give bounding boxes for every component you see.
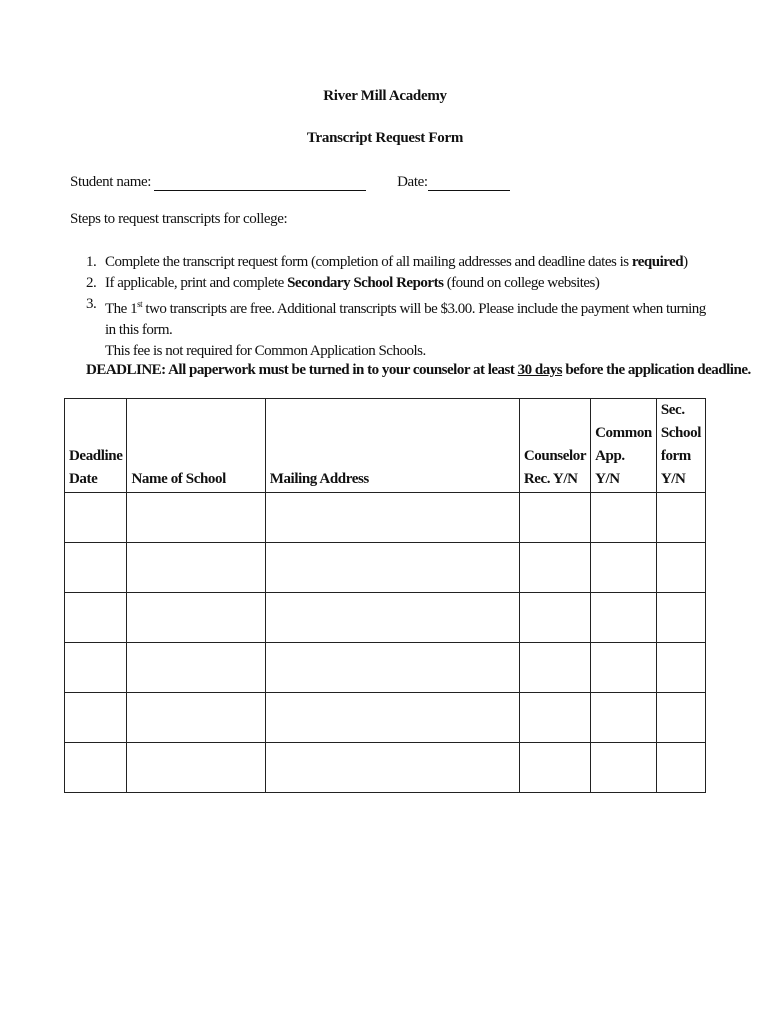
column-header-line: Sec. (660, 402, 685, 418)
table-cell[interactable] (65, 643, 127, 693)
table-cell[interactable] (656, 543, 705, 593)
step-number: 2. (86, 275, 97, 291)
table-cell[interactable] (519, 493, 590, 543)
column-header (656, 399, 705, 493)
column-header-line (270, 445, 515, 468)
table-cell[interactable] (127, 693, 265, 743)
column-header-line (131, 399, 260, 422)
transcript-request-table (64, 398, 706, 793)
column-header-line: Date (69, 471, 98, 487)
deadline-notice (86, 362, 751, 379)
table-cell[interactable] (65, 493, 127, 543)
column-header-line: Rec. Y/N (523, 471, 578, 487)
table-cell[interactable] (265, 543, 519, 593)
table-cell[interactable] (127, 493, 265, 543)
table-cell[interactable] (127, 743, 265, 793)
column-header-line: Common (595, 425, 652, 441)
column-header-line: School (660, 425, 701, 441)
step-item (86, 252, 706, 273)
school-name: River Mill Academy (323, 88, 447, 104)
table-cell[interactable] (127, 543, 265, 593)
table-body (65, 493, 706, 793)
table-cell[interactable] (656, 593, 705, 643)
deadline-text-end: before the application deadline. (562, 362, 751, 378)
table-cell[interactable] (65, 593, 127, 643)
column-header-line (524, 422, 586, 445)
column-header-line (131, 422, 260, 445)
table-cell[interactable] (519, 693, 590, 743)
column-header (65, 399, 127, 493)
table-cell[interactable] (591, 493, 657, 543)
column-header (127, 399, 265, 493)
step-text: The 1 (105, 301, 138, 317)
step-text: Complete the transcript request form (completion of all mailing addresses and deadline dates is (105, 254, 632, 270)
table-cell[interactable] (591, 693, 657, 743)
column-header-line (69, 399, 122, 422)
column-header-line: Y/N (595, 471, 620, 487)
table-cell[interactable] (265, 643, 519, 693)
table-cell[interactable] (656, 693, 705, 743)
date-label: Date: (397, 174, 428, 190)
step-number: 3. (86, 296, 97, 312)
form-title: Transcript Request Form (306, 130, 464, 146)
column-header-line: Deadline (69, 448, 123, 464)
steps-intro: Steps to request transcripts for college: (70, 211, 288, 227)
column-header-line: form (660, 448, 691, 464)
table-cell[interactable] (519, 593, 590, 643)
table-cell[interactable] (591, 643, 657, 693)
student-name-field[interactable] (154, 174, 366, 191)
column-header-line (524, 399, 586, 422)
table-cell[interactable] (656, 643, 705, 693)
steps-list (86, 252, 706, 362)
table-row (65, 493, 706, 543)
column-header-line (270, 422, 515, 445)
column-header-line: Name of School (131, 471, 226, 487)
table-cell[interactable] (591, 743, 657, 793)
column-header (265, 399, 519, 493)
table-cell[interactable] (656, 743, 705, 793)
column-header (519, 399, 590, 493)
table-row (65, 743, 706, 793)
column-header-line: Counselor (523, 448, 587, 464)
table-cell[interactable] (65, 543, 127, 593)
step-text-end: ) (683, 254, 688, 270)
table-cell[interactable] (265, 593, 519, 643)
table-row (65, 643, 706, 693)
table-cell[interactable] (65, 693, 127, 743)
table-cell[interactable] (519, 743, 590, 793)
table-cell[interactable] (519, 643, 590, 693)
step-item (86, 273, 706, 294)
table-cell[interactable] (65, 743, 127, 793)
table-cell[interactable] (591, 593, 657, 643)
step-text: If applicable, print and complete (105, 275, 288, 291)
step-emphasis: required (631, 254, 684, 270)
table-cell[interactable] (265, 693, 519, 743)
table-cell[interactable] (265, 493, 519, 543)
step-emphasis: Secondary School Reports (287, 275, 444, 291)
student-name-label: Student name: (70, 174, 152, 190)
table-row (65, 593, 706, 643)
column-header (591, 399, 657, 493)
column-header-line (595, 399, 652, 422)
table-cell[interactable] (591, 543, 657, 593)
column-header-line: Mailing Address (269, 471, 369, 487)
column-header-line (270, 399, 515, 422)
table-cell[interactable] (265, 743, 519, 793)
step-text-end: (found on college websites) (443, 275, 600, 291)
step-text-line2: This fee is not required for Common Application Schools. (105, 343, 426, 359)
column-header-line: Y/N (660, 471, 686, 487)
table-row (65, 543, 706, 593)
column-header-line (69, 422, 122, 445)
step-text-end: two transcripts are free. Additional transcripts will be $3.00. Please include the payment when turning in this form. (105, 301, 706, 338)
table-cell[interactable] (519, 543, 590, 593)
column-header-line: App. (595, 448, 625, 464)
step-item (86, 294, 706, 362)
student-info-row (70, 174, 510, 191)
table-cell[interactable] (656, 493, 705, 543)
step-number: 1. (86, 254, 97, 270)
deadline-days: 30 days (517, 362, 563, 378)
deadline-text: DEADLINE: All paperwork must be turned in to your counselor at least (86, 362, 518, 378)
table-row (65, 693, 706, 743)
ordinal-superscript: st (137, 299, 143, 309)
column-header-line (131, 445, 260, 468)
table-cell[interactable] (127, 593, 265, 643)
date-field[interactable] (428, 174, 510, 191)
table-cell[interactable] (127, 643, 265, 693)
table-header-row (65, 399, 706, 493)
